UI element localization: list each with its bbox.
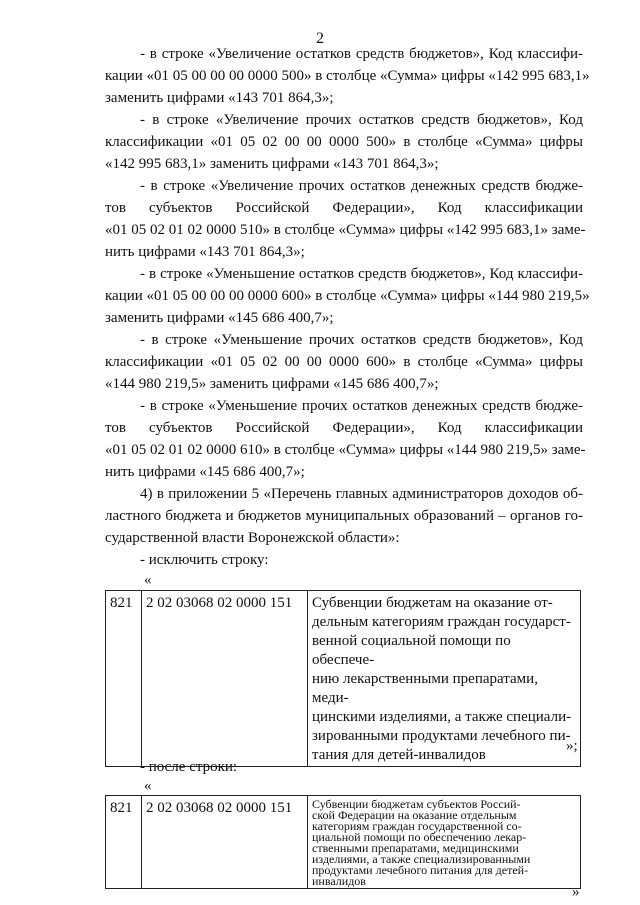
paragraph-6-line-2: тов субъектов Российской Федерации», Код классификации	[105, 420, 583, 436]
excluded-row-table	[105, 590, 581, 767]
paragraph-3-line-3: «01 05 02 01 02 0000 510» в столбце «Сумма» цифры «142 995 683,1» заме-	[105, 222, 586, 238]
page-number: 2	[316, 30, 324, 47]
revenue-name-line: ственными препаратами, медицинскими	[312, 841, 519, 855]
paragraph-4-line-1: - в строке «Уменьшение остатков средств бюджетов», Код классифи-	[140, 266, 583, 282]
revenue-name-line: зированными продуктами лечебного пи-	[312, 728, 571, 744]
exclude-row-label: - исключить строку:	[140, 552, 269, 568]
paragraph-5-line-3: «144 980 219,5» заменить цифрами «145 686 400,7»;	[105, 376, 439, 392]
paragraph-1-line-2: кации «01 05 00 00 00 0000 500» в столбце «Сумма» цифры «142 995 683,1»	[105, 68, 590, 84]
paragraph-3-line-1: - в строке «Увеличение прочих остатков денежных средств бюдже-	[140, 178, 583, 194]
revenue-name-line: циальной помощи по обеспечению лекар-	[312, 830, 527, 844]
paragraph-3-line-2: тов субъектов Российской Федерации», Код классификации	[105, 200, 583, 216]
revenue-name-line: Субвенции бюджетам на оказание от-	[312, 595, 553, 611]
revenue-name-line: инвалидов	[312, 874, 366, 888]
paragraph-2-line-1: - в строке «Увеличение прочих остатков средств бюджетов», Код	[140, 112, 583, 128]
paragraph-7-line-1: 4) в приложении 5 «Перечень главных администраторов доходов об-	[140, 486, 583, 502]
revenue-name-line: продуктами лечебного питания для детей-	[312, 863, 529, 877]
revenue-name-line: Субвенции бюджетам субъектов Россий-	[312, 797, 521, 811]
paragraph-4-line-2: кации «01 05 00 00 00 0000 600» в столбце «Сумма» цифры «144 980 219,5»	[105, 288, 590, 304]
table-row	[106, 796, 581, 889]
paragraph-1-line-3: заменить цифрами «143 701 864,3»;	[105, 90, 334, 106]
paragraph-6-line-4: нить цифрами «145 686 400,7»;	[105, 464, 305, 480]
paragraph-5-line-1: - в строке «Уменьшение прочих остатков средств бюджетов», Код	[140, 332, 583, 348]
revenue-name-line: изделиями, а также специализированными	[312, 852, 531, 866]
classification-code-cell: 2 02 03068 02 0000 151	[142, 591, 308, 767]
revenue-name-line: нию лекарственными препаратами, меди-	[312, 671, 538, 706]
revenue-name-line: тания для детей-инвалидов	[312, 747, 486, 763]
revenue-name-line: венной социальной помощи по обеспече-	[312, 633, 511, 668]
paragraph-6-line-3: «01 05 02 01 02 0000 610» в столбце «Сумма» цифры «144 980 219,5» заме-	[105, 442, 586, 458]
revenue-name-line: дельным категориям граждан государст-	[312, 614, 571, 630]
revenue-name-cell	[308, 591, 581, 767]
paragraph-4-line-3: заменить цифрами «145 686 400,7»;	[105, 310, 334, 326]
table-row	[106, 591, 581, 767]
admin-code-cell: 821	[106, 591, 142, 767]
admin-code-cell: 821	[106, 796, 142, 889]
revenue-name-line: цинскими изделиями, а также специали-	[312, 709, 572, 725]
paragraph-1-line-1: - в строке «Увеличение остатков средств бюджетов», Код классифи-	[140, 46, 583, 62]
open-quote-2: «	[144, 778, 152, 794]
after-row-label: - после строки:	[140, 759, 238, 775]
revenue-name-cell	[308, 796, 581, 889]
paragraph-2-line-2: классификации «01 05 02 00 00 0000 500» в столбце «Сумма» цифры	[105, 134, 583, 150]
close-quote-semicolon: »;	[566, 738, 578, 754]
paragraph-7-line-3: сударственной власти Воронежской области»:	[105, 530, 400, 546]
paragraph-2-line-3: «142 995 683,1» заменить цифрами «143 701 864,3»;	[105, 156, 439, 172]
paragraph-5-line-2: классификации «01 05 02 00 00 0000 600» в столбце «Сумма» цифры	[105, 354, 583, 370]
paragraph-3-line-4: нить цифрами «143 701 864,3»;	[105, 244, 305, 260]
paragraph-7-line-2: ластного бюджета и бюджетов муниципальных образований – органов го-	[105, 508, 583, 524]
revenue-name-line: категориям граждан государственной со-	[312, 819, 522, 833]
classification-code-cell: 2 02 03068 02 0000 151	[142, 796, 308, 889]
open-quote-1: «	[144, 572, 152, 588]
paragraph-6-line-1: - в строке «Уменьшение прочих остатков денежных средств бюдже-	[140, 398, 583, 414]
revenue-name-line: ской Федерации на оказание отдельным	[312, 808, 517, 822]
after-row-table	[105, 795, 581, 889]
close-quote: »	[572, 884, 580, 900]
